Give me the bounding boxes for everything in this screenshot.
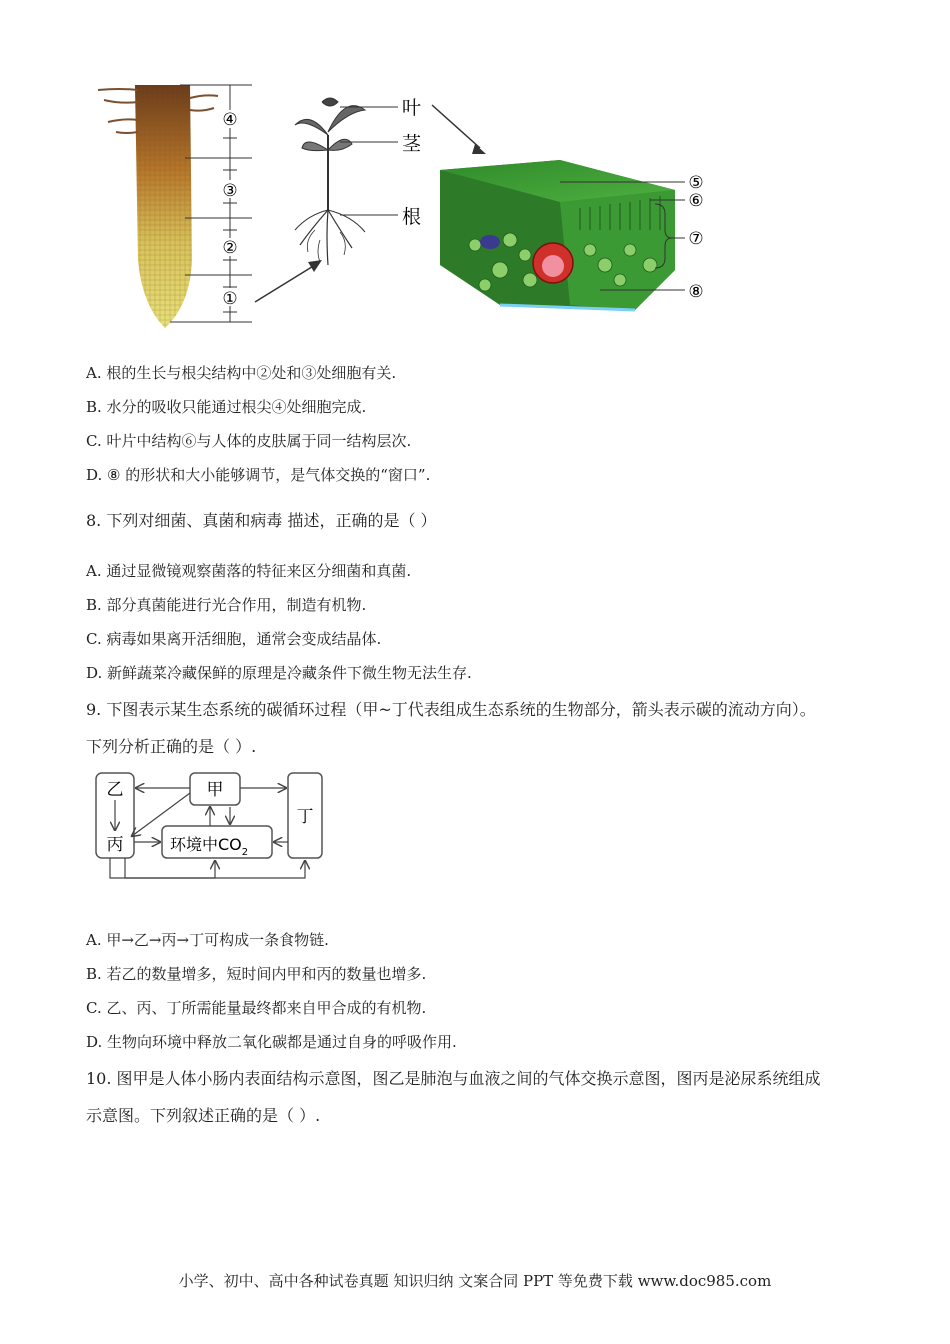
root-label-1: ① (222, 289, 238, 309)
plant-label-root: 根 (402, 206, 422, 228)
seedling-illustration (295, 98, 365, 265)
root-label-3: ③ (222, 181, 238, 201)
q8-option-c: C. 病毒如果离开活细胞，通常会变成结晶体. (86, 630, 382, 648)
q8-option-b: B. 部分真菌能进行光合作用，制造有机物. (86, 596, 367, 614)
page-footer: 小学、初中、高中各种试卷真题 知识归纳 文案合同 PPT 等免费下载 www.doc985.com (178, 1272, 772, 1290)
root-label-2: ② (222, 238, 238, 258)
node-bing: 丙 (106, 835, 124, 855)
leaf-label-8: ⑧ (688, 282, 704, 302)
q7-option-d: D. ⑧ 的形状和大小能够调节，是气体交换的“窗口”. (86, 466, 431, 484)
figure-root-plant-leaf (90, 80, 740, 340)
node-jia: 甲 (206, 780, 224, 800)
q9-option-d: D. 生物向环境中释放二氧化碳都是通过自身的呼吸作用. (86, 1033, 457, 1051)
root-label-4: ④ (222, 110, 238, 130)
q7-option-b: B. 水分的吸收只能通过根尖④处细胞完成. (86, 398, 367, 416)
node-env-co2: 环境中$CO_2$ (170, 835, 249, 858)
q9-stem-line2: 下列分析正确的是（ ）. (86, 737, 257, 756)
leaf-label-6: ⑥ (688, 191, 704, 211)
q9-stem-line1: 9. 下图表示某生态系统的碳循环过程（甲~丁代表组成生态系统的生物部分，箭头表示碳的流动方向）。 (86, 700, 816, 719)
q7-option-c: C. 叶片中结构⑥与人体的皮肤属于同一结构层次. (86, 432, 412, 450)
q10-stem-line2: 示意图。下列叙述正确的是（ ）. (86, 1106, 321, 1125)
root-tip-illustration (98, 85, 218, 328)
q7-option-a: A. 根的生长与根尖结构中②处和③处细胞有关. (86, 364, 397, 382)
carbon-cycle-diagram (90, 768, 340, 890)
q8-stem: 8. 下列对细菌、真菌和病毒 描述，正确的是（ ） (86, 511, 437, 530)
q10-stem-line1: 10. 图甲是人体小肠内表面结构示意图，图乙是肺泡与血液之间的气体交换示意图，图丙是泌尿系统组成 (86, 1069, 821, 1088)
plant-label-stem: 茎 (402, 133, 422, 155)
leaf-label-7: ⑦ (688, 229, 704, 249)
node-ding: 丁 (296, 807, 314, 827)
q9-option-a: A. 甲→乙→丙→丁可构成一条食物链. (86, 931, 329, 949)
leaf-label-5: ⑤ (688, 173, 704, 193)
plant-label-leaf: 叶 (402, 97, 422, 119)
q8-option-a: A. 通过显微镜观察菌落的特征来区分细菌和真菌. (86, 562, 412, 580)
q9-option-c: C. 乙、丙、丁所需能量最终都来自甲合成的有机物. (86, 999, 427, 1017)
q9-option-b: B. 若乙的数量增多，短时间内甲和丙的数量也增多. (86, 965, 427, 983)
node-yi: 乙 (106, 780, 124, 800)
q8-option-d: D. 新鲜蔬菜冷藏保鲜的原理是冷藏条件下微生物无法生存. (86, 664, 472, 682)
